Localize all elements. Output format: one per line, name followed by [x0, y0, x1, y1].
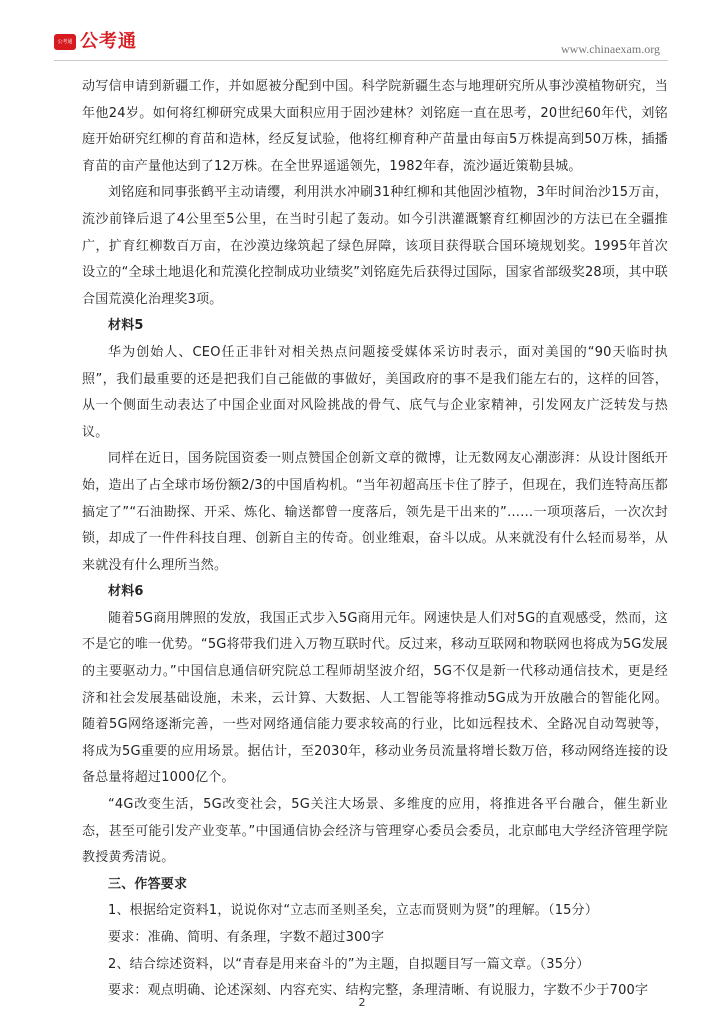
question-2: 2、结合综述资料，以“青春是用来奋斗的”为主题，自拟题目写一篇文章。（35分）: [108, 956, 590, 972]
paragraph: 刘铭庭和同事张鹤平主动请缨，利用洪水冲刷31种红柳和其他固沙植物，3年时间治沙15万亩，流沙前锋后退了4公里至5公里，在当时引起了轰动。如今引洪灌溉繁育红柳固沙的方法已在全疆推广，扩育红柳数百万亩，在沙漠边缘筑起了绿色屏障，该项目获得联合国环境规划奖。1995年首次设立的“全球土地退化和荒漠化控制成功业绩奖”刘铭庭先后获得过国际，国家省部级奖28项，其中联合国荒漠化治理奖3项。: [82, 185, 668, 307]
site-url[interactable]: www.chinaexam.org: [561, 42, 660, 56]
question-1: 1、根据给定资料1，说说你对“立志而圣则圣矣，立志而贤则为贤”的理解。（15分）: [108, 903, 599, 919]
logo-text: 公考通: [80, 31, 137, 52]
paragraph: 同样在近日，国务院国资委一则点赞国企创新文章的微博，让无数网友心潮澎湃：从设计图纸开始，造出了占全球市场份额2/3的中国盾构机。“当年初超高压卡住了脖子，但现在，我们连特高压都搞定了”“石油勘探、开采、炼化、输送都曾一度落后，领先是干出来的”……一项项落后，一次次封锁，却成了一件件科技自理、创新自主的传奇。创业维艰，奋斗以成。从来就没有什么轻而易举，从来就没有什么理所当然。: [82, 451, 668, 573]
section-heading-requirements: 三、作答要求: [108, 876, 188, 892]
section-heading-material-5: 材料5: [108, 318, 144, 334]
question-2-requirement: 要求：观点明确、论述深刻、内容充实、结构完整，条理清晰、有说服力，字数不少于700字: [108, 983, 649, 999]
paragraph: 动写信申请到新疆工作，并如愿被分配到中国。科学院新疆生态与地理研究所从事沙漠植物研究，当年他24岁。如何将红柳研究成果大面积应用于固沙建林？刘铭庭一直在思考，20世纪60年代，刘铭庭开始研究红柳的育苗和造林，经反复试验，他将红柳育种产苗量由每亩5万株提高到50万株，插播育苗的亩产量他达到了12万株。在全世界遥遥领先，1982年春，流沙逼近策勒县城。: [82, 79, 668, 174]
paragraph: 华为创始人、CEO任正非针对相关热点问题接受媒体采访时表示，面对美国的“90天临时执照”，我们最重要的还是把我们自己能做的事做好，美国政府的事不是我们能左右的，这样的回答，从一个侧面生动表达了中国企业面对风险挑战的骨气、底气与企业家精神，引发网友广泛转发与热议。: [82, 344, 668, 440]
document-body: [82, 74, 668, 1005]
question-1-requirement: 要求：准确、简明、有条理，字数不超过300字: [108, 930, 385, 945]
page-number: 2: [358, 996, 366, 1009]
header-divider: [54, 60, 668, 61]
logo-badge: 公考通: [54, 34, 76, 50]
section-heading-material-6: 材料6: [108, 584, 144, 600]
paragraph: “4G改变生活，5G改变社会，5G关注大场景、多维度的应用，将推进各平台融合，催生新业态，甚至可能引发产业变革。”中国通信协会经济与管理穿心委员会委员，北京邮电大学经济管理学院教授黄秀清说。: [82, 797, 668, 866]
page-header: [0, 0, 724, 64]
paragraph: 随着5G商用牌照的发放，我国正式步入5G商用元年。网速快是人们对5G的直观感受，然而，这不是它的唯一优势。“5G将带我们进入万物互联时代。反过来，移动互联网和物联网也将成为5G发展的主要驱动力。”中国信息通信研究院总工程师胡坚波介绍，5G不仅是新一代移动通信技术，更是经济和社会发展基础设施，未来，云计算、大数据、人工智能等将推动5G成为开放融合的智能化网。随着5G网络逐渐完善，一些对网络通信能力要求较高的行业，比如远程技术、全路况自动驾驶等，将成为5G重要的应用场景。据估计，至2030年，移动业务员流量将增长数万倍，移动网络连接的设备总量将超过1000亿个。: [82, 610, 668, 786]
